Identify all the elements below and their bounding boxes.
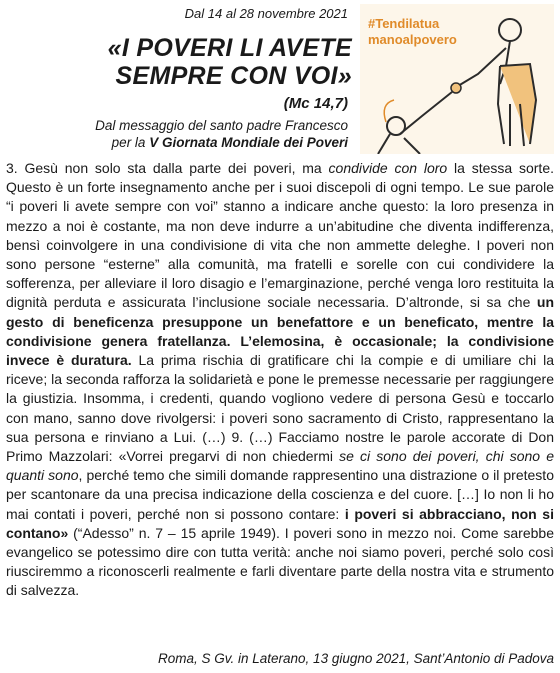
- campaign-logo: [360, 4, 554, 154]
- page-title: [40, 34, 352, 90]
- body-bold-2: i poveri si abbracciano, non si contano»: [6, 505, 554, 541]
- date-range: Dal 14 al 28 novembre 2021: [184, 6, 348, 21]
- body-text-2: la stessa sorte. Questo è un forte insegnamento anche per i suoi discepoli di ogni tempo. Le sue parole “i poveri li avete sempre con voi” stanno a indicare anche questo: la loro presenza in mezzo a noi è costante, ma non deve indurre a un’abitudine che diventa indifferenza, bensì coinvolgere in una condivisione di vita che non ammette deleghe. I poveri non sono persone “esterne” alla comunità, ma fratelli e sorelle con cui condividere la sofferenza, per alleviare il loro disagio e l’emarginazione, perché venga loro restituita la dignità perduta e assicurata l’inclusione sociale necessaria. D’altronde, si sa che: [6, 160, 554, 311]
- body-bold-1: un gesto di beneficenza presuppone un benefattore e un beneficato, mentre la condivisione genera fratellanza. L’elemosina, è occasionale; la condivisione invece è duratura.: [6, 294, 554, 369]
- source-line-2-bold: V Giornata Mondiale dei Poveri: [149, 135, 348, 150]
- body-text-5: (“Adesso” n. 7 – 15 aprile 1949). I poveri sono in mezzo noi. Come sarebbe evangelico se potessimo dire con tutta verità: anche noi siamo poveri, perché solo così riusciremmo a riconoscerli realmente e farli diventare parte della nostra vita e strumento di salvezza.: [6, 524, 554, 599]
- body-emphasis-2: se ci sono dei poveri, chi sono e quanti sono: [6, 448, 554, 484]
- source-note: [40, 117, 348, 151]
- header: [0, 0, 560, 160]
- source-line-2-prefix: per la: [111, 135, 150, 150]
- scripture-reference: (Mc 14,7): [283, 95, 348, 112]
- body-paragraph: [6, 159, 554, 601]
- body-text-3: La prima rischia di gratificare chi la compie e di umiliare chi la riceve; la seconda rafforza la solidarietà e pone le premesse necessarie per raggiungere la giustizia. Insomma, i credenti, quando vogliono vedere di persona Gesù e toccarlo con mano, sanno dove rivolgersi: i poveri sono sacramento di Cristo, rappresentano la sua persona e rinviano a Lui. (…) 9. (…) Facciamo nostre le parole accorate di Don Primo Mazzolari: «Vorrei pregarvi di non chiedermi: [6, 352, 554, 465]
- hashtag-line-1: #Tendilatua: [368, 16, 440, 31]
- body-text-1: 3. Gesù non solo sta dalla parte dei poveri, ma: [6, 160, 329, 176]
- campaign-hashtag: [368, 16, 457, 48]
- message-body: [6, 159, 554, 601]
- body-emphasis-1: condivide con loro: [328, 160, 448, 176]
- title-line-1: «I POVERI LI AVETE: [107, 34, 352, 62]
- source-line-1: Dal messaggio del santo padre Francesco: [95, 118, 348, 133]
- hashtag-line-2: manoalpovero: [368, 32, 457, 47]
- signature-line: Roma, S Gv. in Laterano, 13 giugno 2021, Sant’Antonio di Padova: [157, 651, 554, 666]
- body-text-4: , perché temo che simili domande rappresentino una distrazione o il pretesto per scantonare da una precisa indicazione della coscienza e del cuore. […] Io non li ho mai contati i poveri, perché non si possono contare:: [6, 467, 554, 522]
- title-line-2: SEMPRE CON VOI»: [115, 62, 352, 90]
